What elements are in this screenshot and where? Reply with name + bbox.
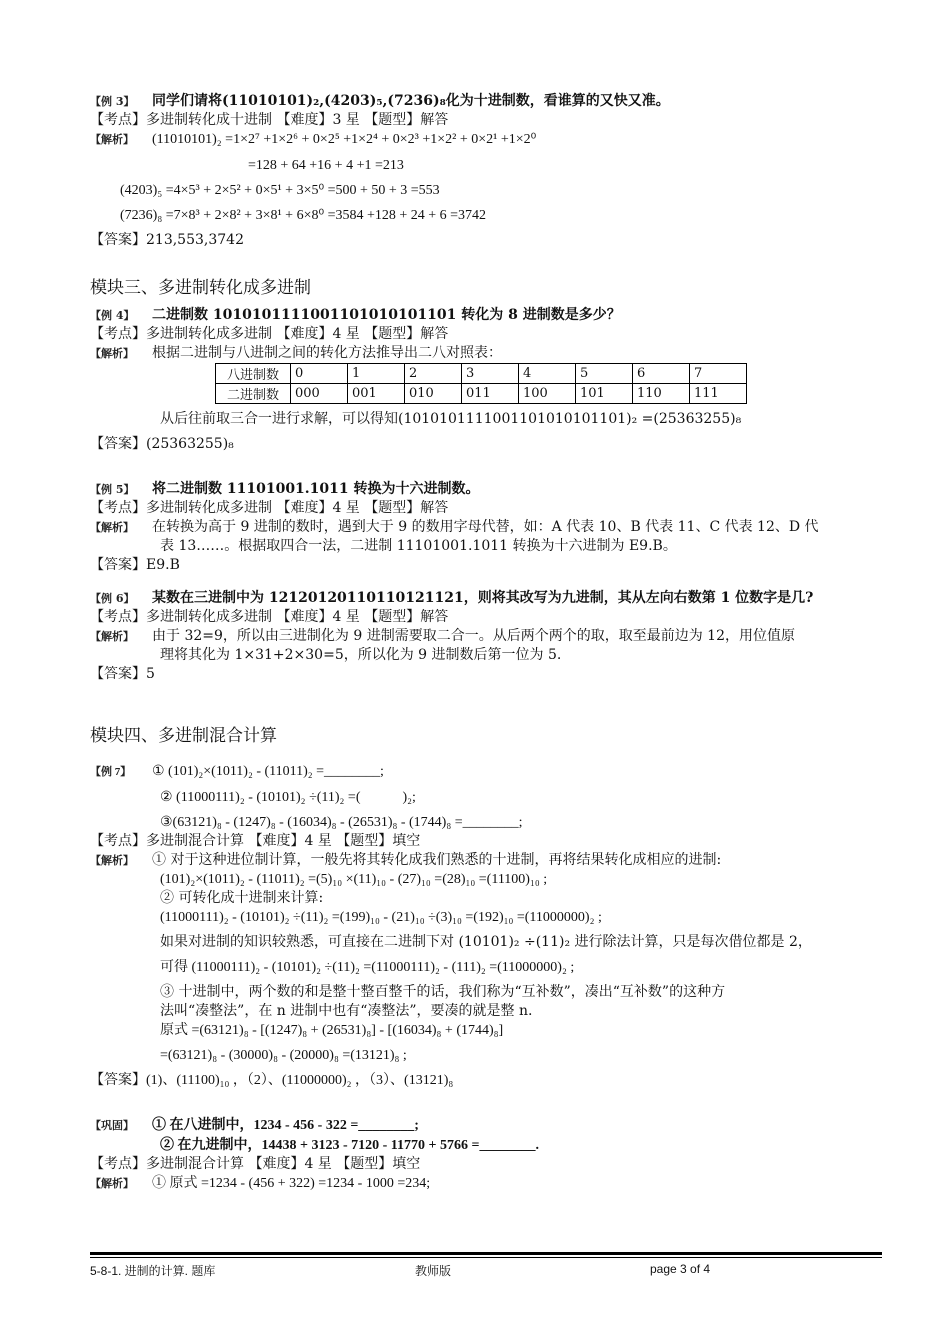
example-6-question: 【例 6】 某数在三进制中为 12120120110110121121，则将其改写为九进制，其从左向右数第 1 位数字是几? [90,590,814,606]
example-7-solution-8: 法叫“凑整法”，在 n 进制中也有“凑整法”，要凑的就是整 n. [160,1003,533,1019]
example-5-text-1: 【解析】 在转换为高于 9 进制的数时，遇到大于 9 的数用字母代替，如：A 代表 10、B 代表 11、C 代表 12、D 代 [90,519,819,535]
example-3-solution-2: =128 + 64 +16 + 4 +1 =213 [248,158,404,173]
example-3-solution-4: (7236)₈ =7×8³ + 2×8² + 3×8¹ + 6×8⁰ =3584 +128 + 24 + 6 =3742 [120,208,487,223]
consolidation-meta: 【考点】多进制混合计算 【难度】4 星 【题型】填空 [90,1156,421,1172]
example-4-answer: 【答案】(25363255)₈ [90,436,234,452]
example-4-text-2: 从后往前取三合一进行求解，可以得知(1010101111001101010101101)₂ =(25363255)₈ [160,411,742,427]
example-4-meta: 【考点】多进制转化成多进制 【难度】4 星 【题型】解答 [90,326,449,342]
example-3-solution-1: 【解析】 (11010101)₂ =1×2⁷ +1×2⁶ + 0×2⁵ +1×2⁴ + 0×2³ +1×2² + 0×2¹ +1×2⁰ [90,132,537,147]
consolidation-solution-1: 【解析】 ① 原式 =1234 - (456 + 322) =1234 - 1000 =234; [90,1176,431,1191]
example-6-answer: 【答案】5 [90,666,155,682]
example-5-question: 【例 5】 将二进制数 11101001.1011 转换为十六进制数。 [90,481,480,497]
example-7-solution-4: (11000111)₂ - (10101)₂ ÷(11)₂ =(199)₁₀ - (21)₁₀ ÷(3)₁₀ =(192)₁₀ =(11000000)₂ ; [160,910,602,925]
example-3-meta: 【考点】多进制转化成十进制 【难度】3 星 【题型】解答 [90,112,449,128]
table-row: 二进制数 000 001 010 011 100 101 110 111 [216,384,747,404]
example-3-solution-3: (4203)₅ =4×5³ + 2×5² + 0×5¹ + 3×5⁰ =500 + 50 + 3 =553 [120,183,440,198]
example-7-solution-3: ② 可转化成十进制来计算: [160,890,324,906]
example-7-solution-6: 可得 (11000111)₂ - (10101)₂ ÷(11)₂ =(11000111)₂ - (111)₂ =(11000000)₂ ; [160,960,575,975]
example-tag: 【例 3】 [90,95,135,108]
example-7-question-3: ③(63121)₈ - (1247)₈ - (16034)₈ - (26531)₈ - (1744)₈ =________; [160,815,523,830]
consolidation-question-1: 【巩固】 ① 在八进制中，1234 - 456 - 322 =________; [90,1118,419,1133]
example-3-question: 【例 3】 同学们请将(11010101)₂,(4203)₅,(7236)₈化为十进制数，看谁算的又快又准。 [90,93,670,109]
example-4-text-1: 【解析】 根据二进制与八进制之间的转化方法推导出二八对照表： [90,345,502,361]
example-7-solution-9: 原式 =(63121)₈ - [(1247)₈ + (26531)₈] - [(16034)₈ + (1744)₈] [160,1023,504,1038]
footer-rule-thin [90,1257,882,1258]
example-7-solution-10: =(63121)₈ - (30000)₈ - (20000)₈ =(13121)₈ ; [160,1048,407,1063]
table-row: 八进制数 0 1 2 3 4 5 6 7 [216,364,747,384]
example-5-meta: 【考点】多进制转化成多进制 【难度】4 星 【题型】解答 [90,500,449,516]
footer-page-number: page 3 of 4 [650,1262,711,1276]
example-4-question: 【例 4】 二进制数 1010101111001101010101101 转化为 8 进制数是多少？ [90,307,621,323]
example-6-text-2: 理将其化为 1×31+2×30=5，所以化为 9 进制数后第一位为 5. [160,647,562,663]
example-5-text-2: 表 13……。根据取四合一法，二进制 11101001.1011 转换为十六进制为 E9.B。 [160,538,677,554]
section-3-heading: 模块三、多进制转化成多进制 [90,278,311,297]
example-3-answer: 【答案】213,553,3742 [90,232,244,248]
example-7-solution-5: 如果对进制的知识较熟悉，可直接在二进制下对 (10101)₂ ÷(11)₂ 进行除法计算，只是每次借位都是 2， [160,934,812,950]
example-5-answer: 【答案】E9.B [90,557,180,573]
page-content [90,92,880,1194]
example-7-meta: 【考点】多进制混合计算 【难度】4 星 【题型】填空 [90,833,421,849]
example-7-solution-7: ③ 十进制中，两个数的和是整十整百整千的话，我们称为“互补数”，凑出“互补数”的这种方 [160,984,726,1000]
example-7-question-2: ② (11000111)₂ - (10101)₂ ÷(11)₂ =( )₂; [160,790,416,805]
example-7-question-1: 【例 7】 ① (101)₂×(1011)₂ - (11011)₂ =________; [90,764,384,779]
example-7-answer: 【答案】(1)、(11100)₁₀ ，（2）、(11000000)₂ ，（3）、(13121)₈ [90,1073,454,1088]
example-7-solution-2: (101)₂×(1011)₂ - (11011)₂ =(5)₁₀ ×(11)₁₀ - (27)₁₀ =(28)₁₀ =(11100)₁₀ ; [160,872,548,887]
example-7-solution-1: 【解析】 ① 对于这种进位制计算，一般先将其转化成我们熟悉的十进制，再将结果转化成相应的进制: [90,852,722,868]
footer-center: 教师版 [415,1264,452,1278]
example-6-meta: 【考点】多进制转化成多进制 【难度】4 星 【题型】解答 [90,609,449,625]
binary-octal-table [215,363,747,404]
footer-rule-thick [90,1252,882,1255]
example-6-text-1: 【解析】 由于 32=9，所以由三进制化为 9 进制需要取二合一。从后两个两个的取，取至最前边为 12，用位值原 [90,628,795,644]
footer-left: 5-8-1. 进制的计算. 题库 [90,1264,216,1278]
section-4-heading: 模块四、多进制混合计算 [90,726,277,745]
consolidation-question-2: ② 在九进制中，14438 + 3123 - 7120 - 11770 + 5766 =________. [160,1138,539,1153]
